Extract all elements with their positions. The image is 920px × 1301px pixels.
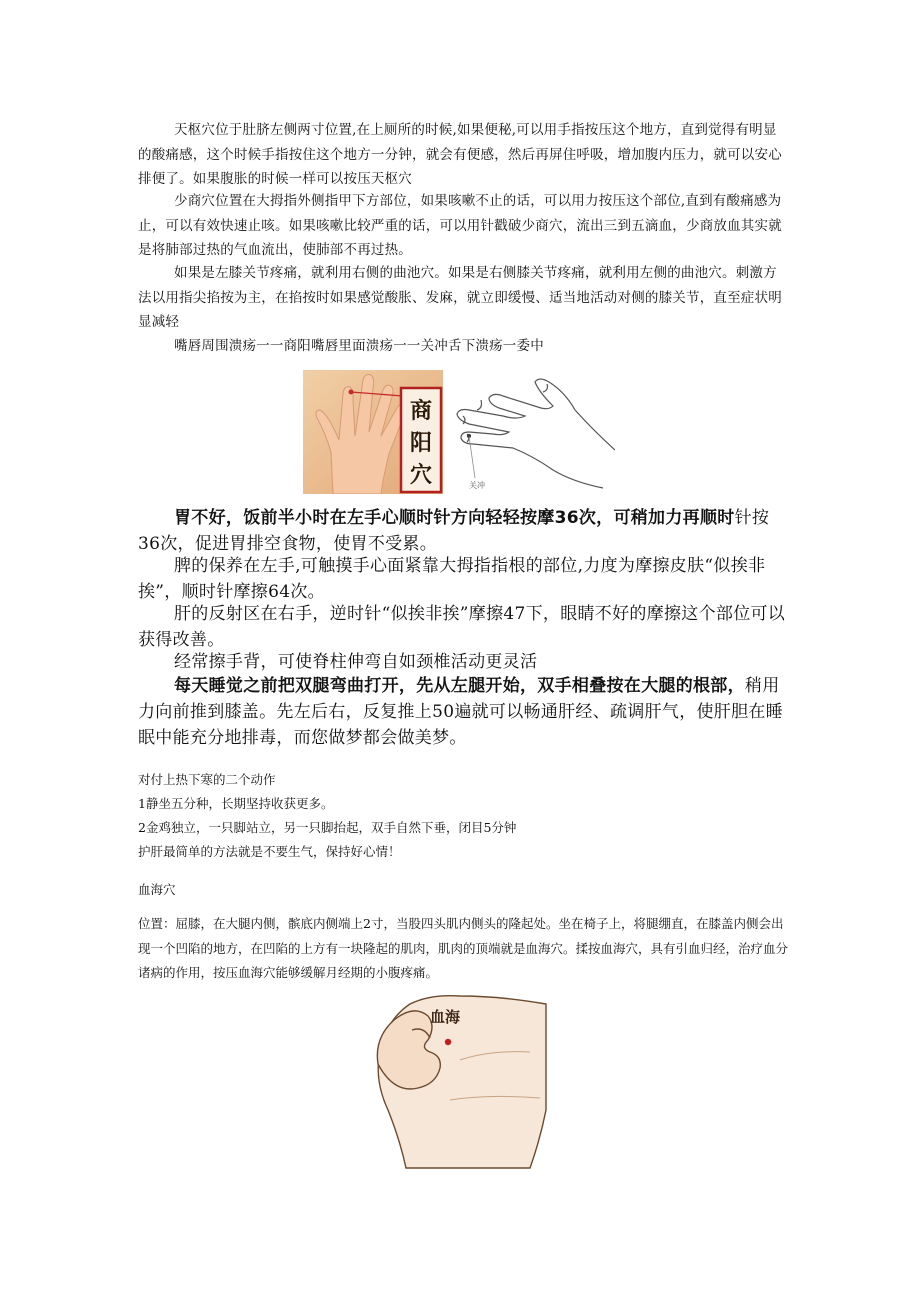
paragraph-liver: 肝的反射区在右手，逆时针“似挨非挨”摩擦47下，眼睛不好的摩擦这个部位可以获得改善。: [138, 604, 786, 650]
caption-pointer: [469, 436, 475, 478]
leg-massage-bold-text: 每天睡觉之前把双腿弯曲打开，先从左腿开始，双手相叠按在大腿的根部，: [174, 676, 745, 696]
xuehai-heading: 血海穴: [138, 882, 176, 897]
paragraph-ulcer-points: 嘴唇周围溃疡一一商阳嘴唇里面溃疡一一关冲舌下溃疡一委中: [174, 338, 544, 354]
hand-drawing: [457, 379, 615, 488]
paragraph-hand-back: 经常擦手背，可使脊柱伸弯自如颈椎活动更灵活: [174, 652, 538, 672]
stomach-bold-text: 胃不好，饭前半小时在左手心顺时针方向轻轻按摩36次，可稍加力再顺时: [174, 508, 735, 528]
knee-acupoint-figure: [370, 990, 550, 1170]
label-char-1: 商: [409, 399, 433, 424]
action-1: 1静坐五分种，长期坚持收获更多。: [138, 796, 334, 811]
action-2: 2金鸡独立，一只脚站立，另一只脚抬起，双手自然下垂，闭目5分钟: [138, 820, 517, 835]
leg-massage-text: 稍用力向前推到膝盖。先左后右，反复推上50遍就可以畅通肝经、疏调肝气，使肝胆在睡眠中能充分地排毒，而您做梦都会做美梦。: [138, 676, 784, 748]
paragraph-shaoshang: 少商穴位置在大拇指外侧指甲下方部位，如果咳嗽不止的话，可以用力按压这个部位,直到有酸痛感为止，可以有效快速止咳。如果咳嗽比较严重的话，可以用针戳破少商穴，流出三到五滴血，少商放血其实就是将肺部过热的气血流出，使肺部不再过热。: [138, 193, 782, 259]
xuehai-point: [445, 1039, 451, 1045]
xuehai-label: 血海: [430, 1008, 461, 1026]
guanchong-caption: 关冲: [469, 481, 485, 490]
stomach-text: 针按36次，促进胃排空食物，使胃不受累。: [138, 508, 770, 554]
paragraph-tianshu: 天枢穴位于肚脐左侧两寸位置,在上厕所的时候,如果便秘,可以用手指按压这个地方，直到觉得有明显的酸痛感，这个时候手指按住这个地方一分钟，就会有便感，然后再屏住呼吸，增加腹内压力，就可以安心排便了。如果腹胀的时候一样可以按压天枢穴: [138, 122, 782, 188]
label-char-3: 穴: [409, 463, 433, 488]
liver-tip: 护肝最简单的方法就是不要生气，保持好心情！: [138, 844, 401, 859]
hand-acupoint-figure: [303, 370, 615, 494]
heat-cold-title: 对付上热下寒的二个动作: [138, 772, 276, 787]
paragraph-leg-massage: [138, 673, 788, 751]
paragraph-spleen: 脾的保养在左手,可触摸手心面紧靠大拇指指根的部位,力度为摩擦皮肤“似挨非挨”，顺时针摩擦64次。: [138, 556, 766, 602]
paragraph-stomach: [138, 505, 788, 557]
shangyang-point: [349, 390, 354, 395]
xuehai-paragraph: 位置：屈膝，在大腿内侧，髌底内侧端上2寸，当股四头肌内侧头的隆起处。坐在椅子上，将腿绷直，在膝盖内侧会出现一个凹陷的地方，在凹陷的上方有一块隆起的肌肉，肌肉的顶端就是血海穴。揉按血海穴，具有引血归经，治疗血分诸病的作用，按压血海穴能够缓解月经期的小腹疼痛。: [138, 916, 789, 980]
paragraph-quchi: 如果是左膝关节疼痛，就利用右侧的曲池穴。如果是右侧膝关节疼痛，就利用左侧的曲池穴。刺激方法以用指尖掐按为主，在掐按时如果感觉酸胀、发麻，就立即缓慢、适当地活动对侧的膝关节，直至症状明显减轻: [138, 265, 782, 331]
label-char-2: 阳: [409, 431, 433, 456]
